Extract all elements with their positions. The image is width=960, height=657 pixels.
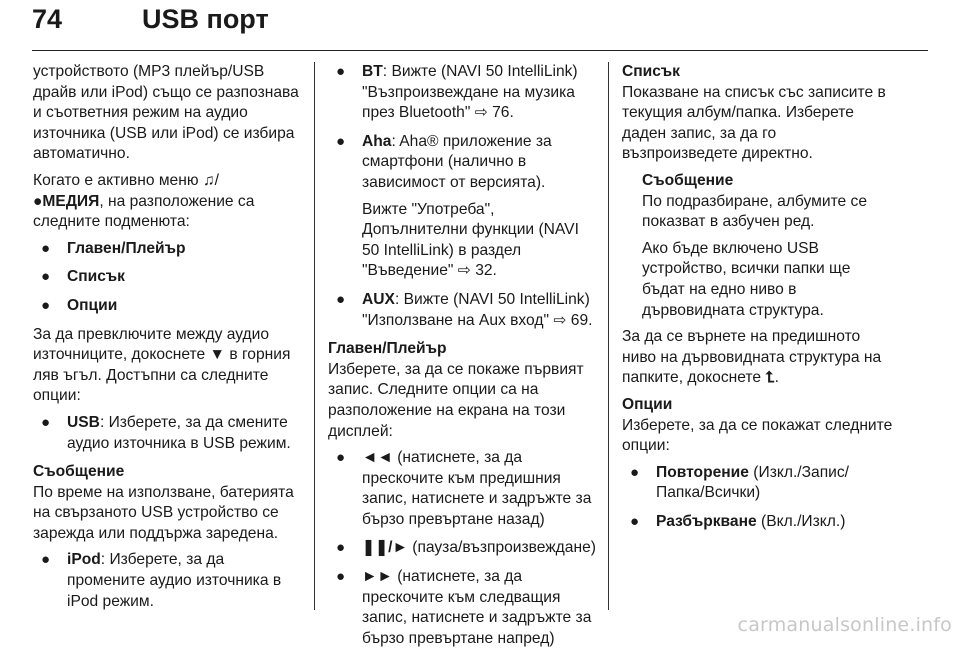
submenu-item: ● Главен/Плейър — [41, 239, 186, 257]
option-bt: ● BT: Вижте (NAVI 50 IntelliLink) "Възпроизвеждане на музика през Bluetooth" ⇨ 76. — [336, 63, 578, 122]
media-disc-icon: ● — [33, 192, 43, 210]
main-player-heading: Главен/Плейър — [328, 340, 447, 358]
page-ref-icon: ⇨ — [457, 262, 471, 280]
section-title: USB порт — [142, 4, 269, 34]
option-repeat: ● Повторение (Изкл./Запис/ Папка/Всички) — [630, 463, 849, 502]
note-block — [622, 171, 894, 321]
triangle-down-icon: ▼ — [209, 346, 225, 364]
control-prev: ● ◄◄ (натиснете, за да прескочите към предишния запис, натиснете и задръжте за бързо превъртане назад) — [336, 449, 592, 528]
note-text: По подразбиране, албумите се показват в азбучен ред. — [642, 192, 868, 231]
watermark: carmanualsonline.info — [737, 614, 952, 636]
back-paragraph: За да се върнете на предишното ниво на дървовидната структура на папките, докоснете ⮤. — [622, 327, 894, 389]
page-header — [32, 0, 928, 51]
main-player-text: Изберете, за да се покаже първият запис. Следните опции са на разположение на екрана на този дисплей: — [328, 360, 584, 440]
music-note-icon: ♫/ — [202, 171, 219, 189]
note-title: Съобщение — [642, 171, 734, 189]
option-ipod: ● iPod: Изберете, за да промените аудио източника в iPod режим. — [41, 551, 282, 610]
list-text: Показване на списък със записите в текущия албум/папка. Изберете даден запис, за да го възпроизведете директно. — [622, 83, 886, 163]
column-divider — [608, 62, 609, 610]
rewind-icon: ◄◄ — [362, 449, 393, 467]
fast-forward-icon: ►► — [362, 568, 393, 586]
menu-name: МЕДИЯ — [42, 192, 100, 210]
column-left — [33, 62, 303, 620]
back-arrow-icon: ⮤ — [765, 369, 775, 387]
note-block — [33, 462, 303, 544]
option-usb: ● USB: Изберете, за да смените аудио източника в USB режим. — [41, 413, 291, 452]
column-right — [622, 62, 894, 540]
page-number: 74 — [32, 4, 63, 34]
note-text: По време на използване, батерията на свързаното USB устройство се зарежда или поддържа заредена. — [33, 483, 294, 542]
submenu-item: ● Списък — [41, 268, 125, 286]
play-pause-icon: ❚❚/► — [362, 539, 408, 557]
column-divider — [314, 62, 315, 610]
note-title: Съобщение — [33, 463, 125, 481]
page-ref-icon: ⇨ — [553, 311, 567, 329]
note-text: Ако бъде включено USB устройство, всички папки ще бъдат на едно ниво в дървовидната структура. — [642, 239, 851, 319]
switch-paragraph: За да превключите между аудио източниците, докоснете ▼ в горния ляв ъгъл. Достъпни са следните опции: — [33, 325, 291, 405]
page-ref-icon: ⇨ — [474, 104, 488, 122]
menu-paragraph: Когато е активно меню ♫/ ●МЕДИЯ, на разположение са следните подменюта: — [33, 171, 255, 231]
control-next: ● ►► (натиснете, за да прескочите към следващия запис, натиснете и задръжте за бързо превъртане напред) — [336, 568, 592, 647]
option-shuffle: ● Разбъркване (Вкл./Изкл.) — [630, 512, 846, 530]
intro-paragraph: устройството (MP3 плейър/USB драйв или iPod) също се разпознава и съответния режим на аудио източника (USB или iPod) се избира автоматично. — [33, 63, 299, 163]
column-middle — [328, 62, 600, 657]
option-aha: ● Aha: Aha® приложение за смартфони (налично в зависимост от версията). Вижте "Употреба", Допълнителни функции (NAVI 50 IntelliLink) в раздел "Въведение" ⇨ 32. — [336, 132, 579, 280]
options-heading: Опции — [622, 395, 673, 413]
options-text: Изберете, за да се покажат следните опции: — [622, 416, 893, 455]
control-play-pause: ● ❚❚/► (пауза/възпроизвеждане) — [328, 538, 600, 559]
list-heading: Списък — [622, 63, 680, 80]
submenu-item: ● Опции — [41, 296, 118, 314]
option-aux: ● AUX: Вижте (NAVI 50 IntelliLink) "Използване на Aux вход" ⇨ 69. — [336, 290, 593, 329]
